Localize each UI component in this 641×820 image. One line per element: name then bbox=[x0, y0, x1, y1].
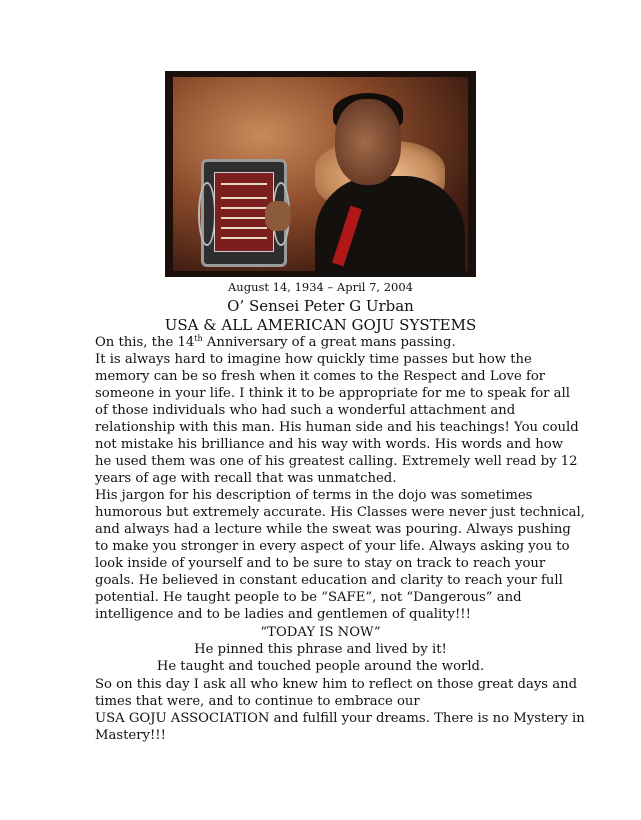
paragraph-line: intelligence and to be ladies and gentlemen of quality!!! bbox=[95, 607, 471, 622]
paragraph-line: he used them was one of his greatest calling. Extremely well read by 12 bbox=[95, 454, 578, 469]
paragraph-line: memory can be so fresh when it comes to the Respect and Love for bbox=[95, 369, 546, 384]
paragraph-line: someone in your life. I think it to be appropriate for me to speak for all bbox=[95, 386, 570, 401]
paragraph-line: humorous but extremely accurate. His Classes were never just technical, bbox=[95, 505, 585, 520]
closing-line: Mastery!!! bbox=[95, 728, 166, 743]
motto-quote: “TODAY IS NOW” bbox=[260, 625, 381, 640]
anniversary-line: On this, the 14th Anniversary of a great mans passing. bbox=[95, 334, 456, 350]
closing-line: So on this day I ask all who knew him to reflect on those great days and bbox=[95, 677, 578, 692]
paragraph-line: potential. He taught people to be “SAFE”, not “Dangerous” and bbox=[95, 590, 522, 605]
paragraph-line: It is always hard to imagine how quickly time passes but how the bbox=[95, 352, 532, 367]
paragraph-line: to make you stronger in every aspect of your life. Always asking you to bbox=[95, 539, 570, 554]
paragraph-line: and always had a lecture while the sweat was pouring. Always pushing bbox=[95, 522, 571, 537]
closing-line: USA GOJU ASSOCIATION and fulfill your dreams. There is no Mystery in bbox=[95, 711, 585, 726]
paragraph-line: goals. He believed in constant education and clarity to reach your full bbox=[95, 573, 563, 588]
closing-line: times that were, and to continue to embrace our bbox=[95, 694, 420, 709]
honoree-name: O’ Sensei Peter G Urban bbox=[227, 297, 414, 315]
paragraph-line: His jargon for his description of terms in the dojo was sometimes bbox=[95, 488, 533, 503]
organization-title: USA & ALL AMERICAN GOJU SYSTEMS bbox=[164, 316, 477, 334]
memorial-photo bbox=[165, 71, 476, 277]
paragraph-line: look inside of yourself and to be sure to stay on track to reach your bbox=[95, 556, 546, 571]
paragraph-line: relationship with this man. His human side and his teachings! You could bbox=[95, 420, 579, 435]
life-dates: August 14, 1934 – April 7, 2004 bbox=[228, 280, 413, 294]
paragraph-line: not mistake his brilliance and his way with words. His words and how bbox=[95, 437, 563, 452]
paragraph-line: of those individuals who had such a wonderful attachment and bbox=[95, 403, 516, 418]
paragraph-line: years of age with recall that was unmatched. bbox=[95, 471, 397, 486]
motto-line: He pinned this phrase and lived by it! bbox=[194, 642, 447, 657]
motto-line: He taught and touched people around the world. bbox=[156, 659, 485, 674]
